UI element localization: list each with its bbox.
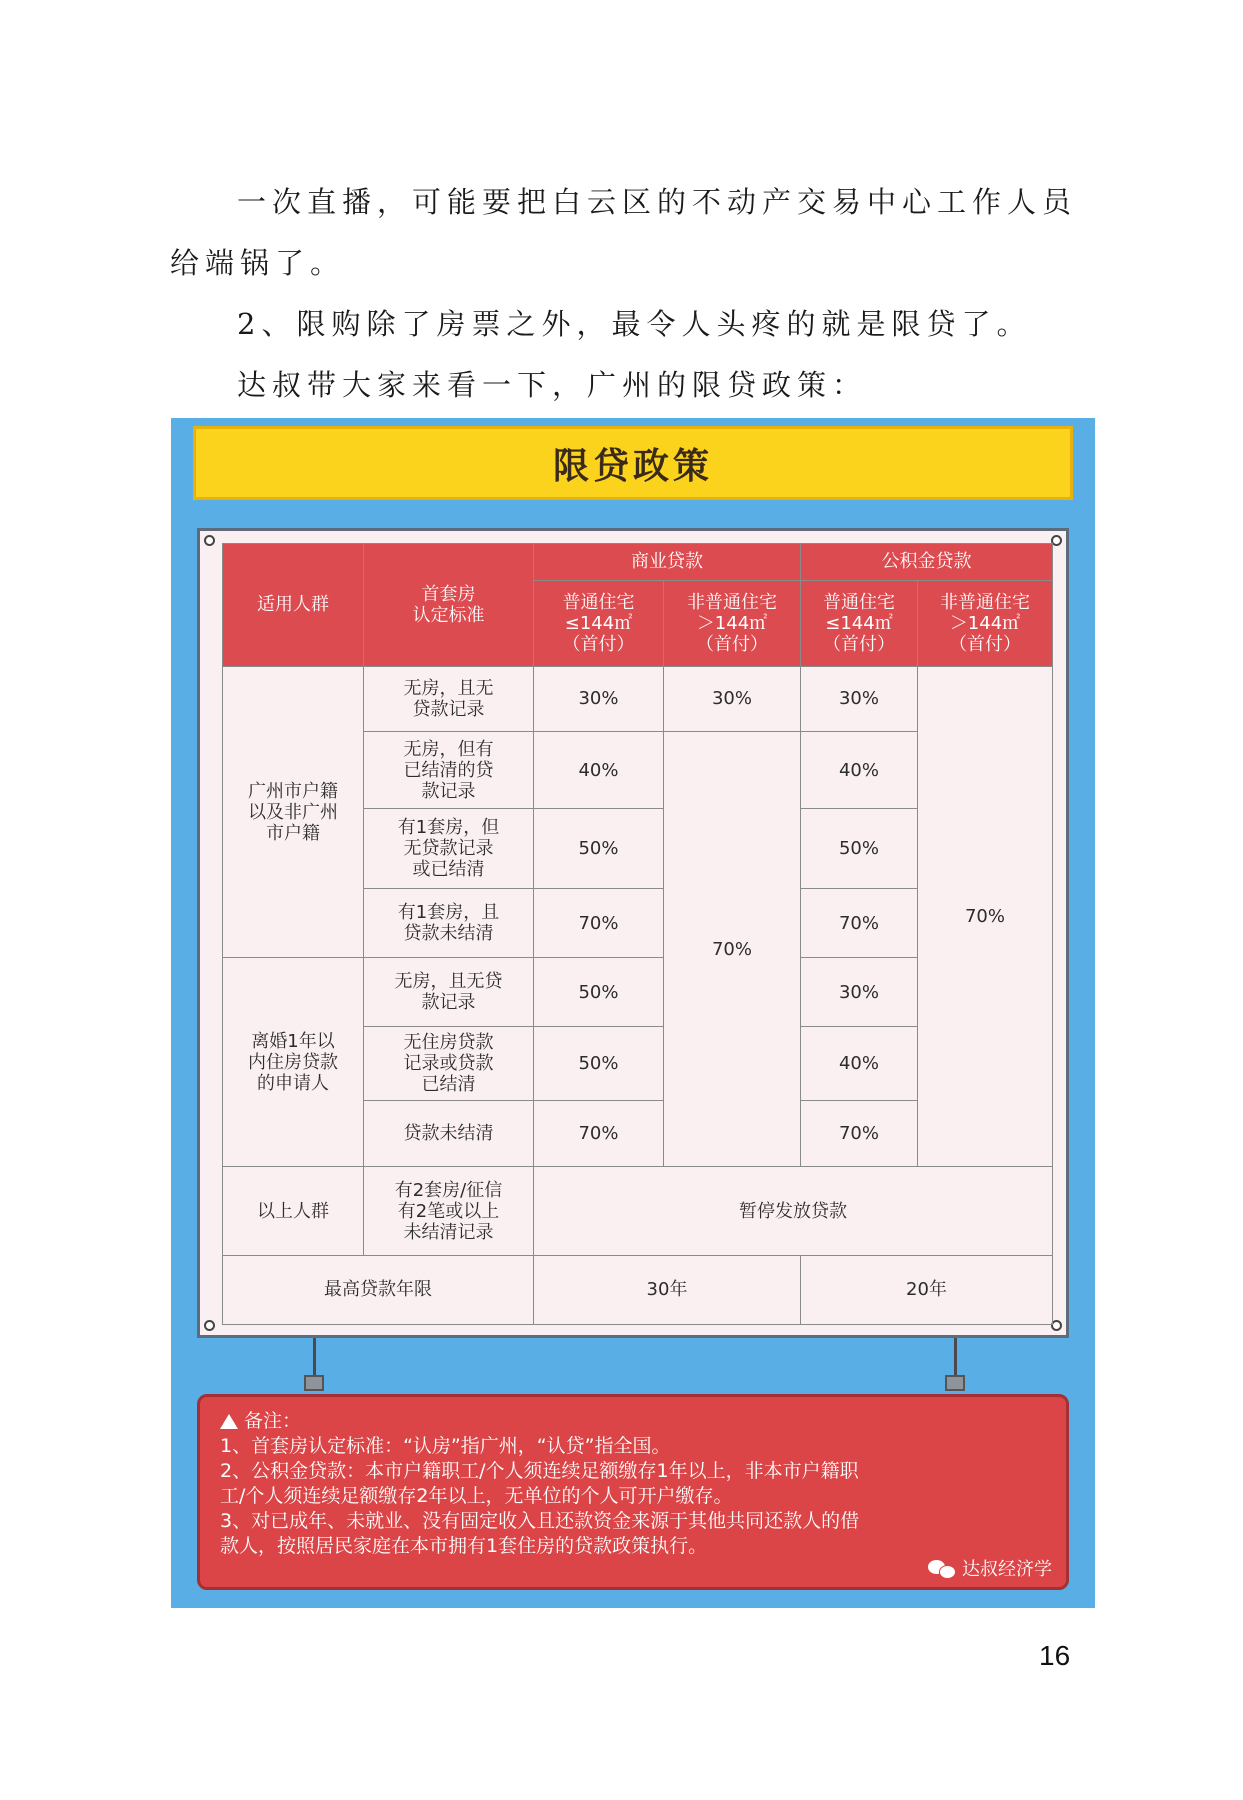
max-term-commercial: 30年: [534, 1255, 801, 1324]
paragraph-line-2: 给端锅了。: [170, 246, 346, 280]
standard-cell: 无房，且无贷 款记录: [364, 958, 534, 1027]
group-divorce-applicants: 离婚1年以 内住房贷款 的申请人: [223, 958, 364, 1167]
max-term-label: 最高贷款年限: [223, 1255, 534, 1324]
note-line: 2、公积金贷款：本市户籍职工/个人须连续足额缴存1年以上，非本市户籍职: [220, 1460, 859, 1482]
note-line: 款人，按照居民家庭在本市拥有1套住房的贷款政策执行。: [220, 1535, 708, 1557]
note-line: 3、对已成年、未就业、没有固定收入且还款资金来源于其他共同还款人的借: [220, 1510, 860, 1532]
rate-cell: 40%: [801, 1027, 918, 1100]
max-term-provident: 20年: [801, 1255, 1053, 1324]
notes-title: 备注：: [244, 1410, 302, 1432]
header-standard: 首套房 认定标准: [364, 544, 534, 667]
rate-cell: 70%: [534, 889, 664, 958]
rate-cell: 70%: [801, 889, 918, 958]
header-commercial-ordinary: 普通住宅 ≤144㎡ （首付）: [534, 580, 664, 666]
header-group: 适用人群: [223, 544, 364, 667]
standard-cell: 无住房贷款 记录或贷款 已结清: [364, 1027, 534, 1100]
rate-cell: 50%: [534, 809, 664, 889]
header-commercial: 商业贷款: [534, 544, 801, 581]
rate-cell: 30%: [664, 666, 801, 731]
loan-policy-infographic: [171, 418, 1095, 1608]
infographic-title-banner: [193, 426, 1073, 500]
note-line: 1、首套房认定标准：“认房”指广州，“认贷”指全国。: [220, 1435, 671, 1457]
policy-board: [197, 528, 1069, 1338]
rate-cell: 50%: [801, 809, 918, 889]
page-number: 16: [1039, 1640, 1071, 1671]
suspend-loans-cell: 暂停发放贷款: [534, 1167, 1053, 1255]
rate-cell: 30%: [801, 666, 918, 731]
standard-cell: 贷款未结清: [364, 1100, 534, 1167]
rate-cell: 40%: [534, 731, 664, 809]
loan-policy-table: [222, 543, 1053, 1325]
rate-cell: 40%: [801, 731, 918, 809]
group-local-residents: 广州市户籍 以及非广州 市户籍: [223, 666, 364, 957]
paragraph-line-3: 2、限购除了房票之外，最令人头疼的就是限贷了。: [237, 307, 1032, 341]
rate-cell: 30%: [534, 666, 664, 731]
note-line: 工/个人须连续足额缴存2年以上，无单位的个人可开户缴存。: [220, 1485, 733, 1507]
group-above: 以上人群: [223, 1167, 364, 1255]
brand-watermark: [928, 1555, 1052, 1581]
notes-panel: [197, 1394, 1069, 1590]
clip-icon: [304, 1375, 324, 1391]
rate-cell: 50%: [534, 1027, 664, 1100]
pin-icon: [204, 535, 215, 546]
standard-cell: 有1套房，且 贷款未结清: [364, 889, 534, 958]
paragraph-line-4: 达叔带大家来看一下，广州的限贷政策：: [237, 368, 868, 402]
standard-cell: 有1套房，但 无贷款记录 或已结清: [364, 809, 534, 889]
header-provident-non-ordinary: 非普通住宅 ＞144㎡ （首付）: [918, 580, 1053, 666]
pin-icon: [204, 1320, 215, 1331]
warning-triangle-icon: [220, 1414, 238, 1429]
rate-cell: 70%: [801, 1100, 918, 1167]
rate-cell: 50%: [534, 958, 664, 1027]
clip-icon: [945, 1375, 965, 1391]
merged-provident-non-ordinary: 70%: [918, 666, 1053, 1166]
header-provident-ordinary: 普通住宅 ≤144㎡ （首付）: [801, 580, 918, 666]
brand-name: 达叔经济学: [962, 1559, 1052, 1580]
hanging-rope: [954, 1338, 957, 1380]
rate-cell: 30%: [801, 958, 918, 1027]
paragraph-line-1: 一次直播，可能要把白云区的不动产交易中心工作人员: [237, 185, 1078, 219]
merged-commercial-non-ordinary: 70%: [664, 731, 801, 1167]
standard-cell: 有2套房/征信 有2笔或以上 未结清记录: [364, 1167, 534, 1255]
infographic-title: 限贷政策: [552, 445, 713, 487]
wechat-icon: [928, 1558, 956, 1578]
standard-cell: 无房，但有 已结清的贷 款记录: [364, 731, 534, 809]
rate-cell: 70%: [534, 1100, 664, 1167]
hanging-rope: [313, 1338, 316, 1380]
header-commercial-non-ordinary: 非普通住宅 ＞144㎡ （首付）: [664, 580, 801, 666]
header-provident: 公积金贷款: [801, 544, 1053, 581]
standard-cell: 无房，且无 贷款记录: [364, 666, 534, 731]
